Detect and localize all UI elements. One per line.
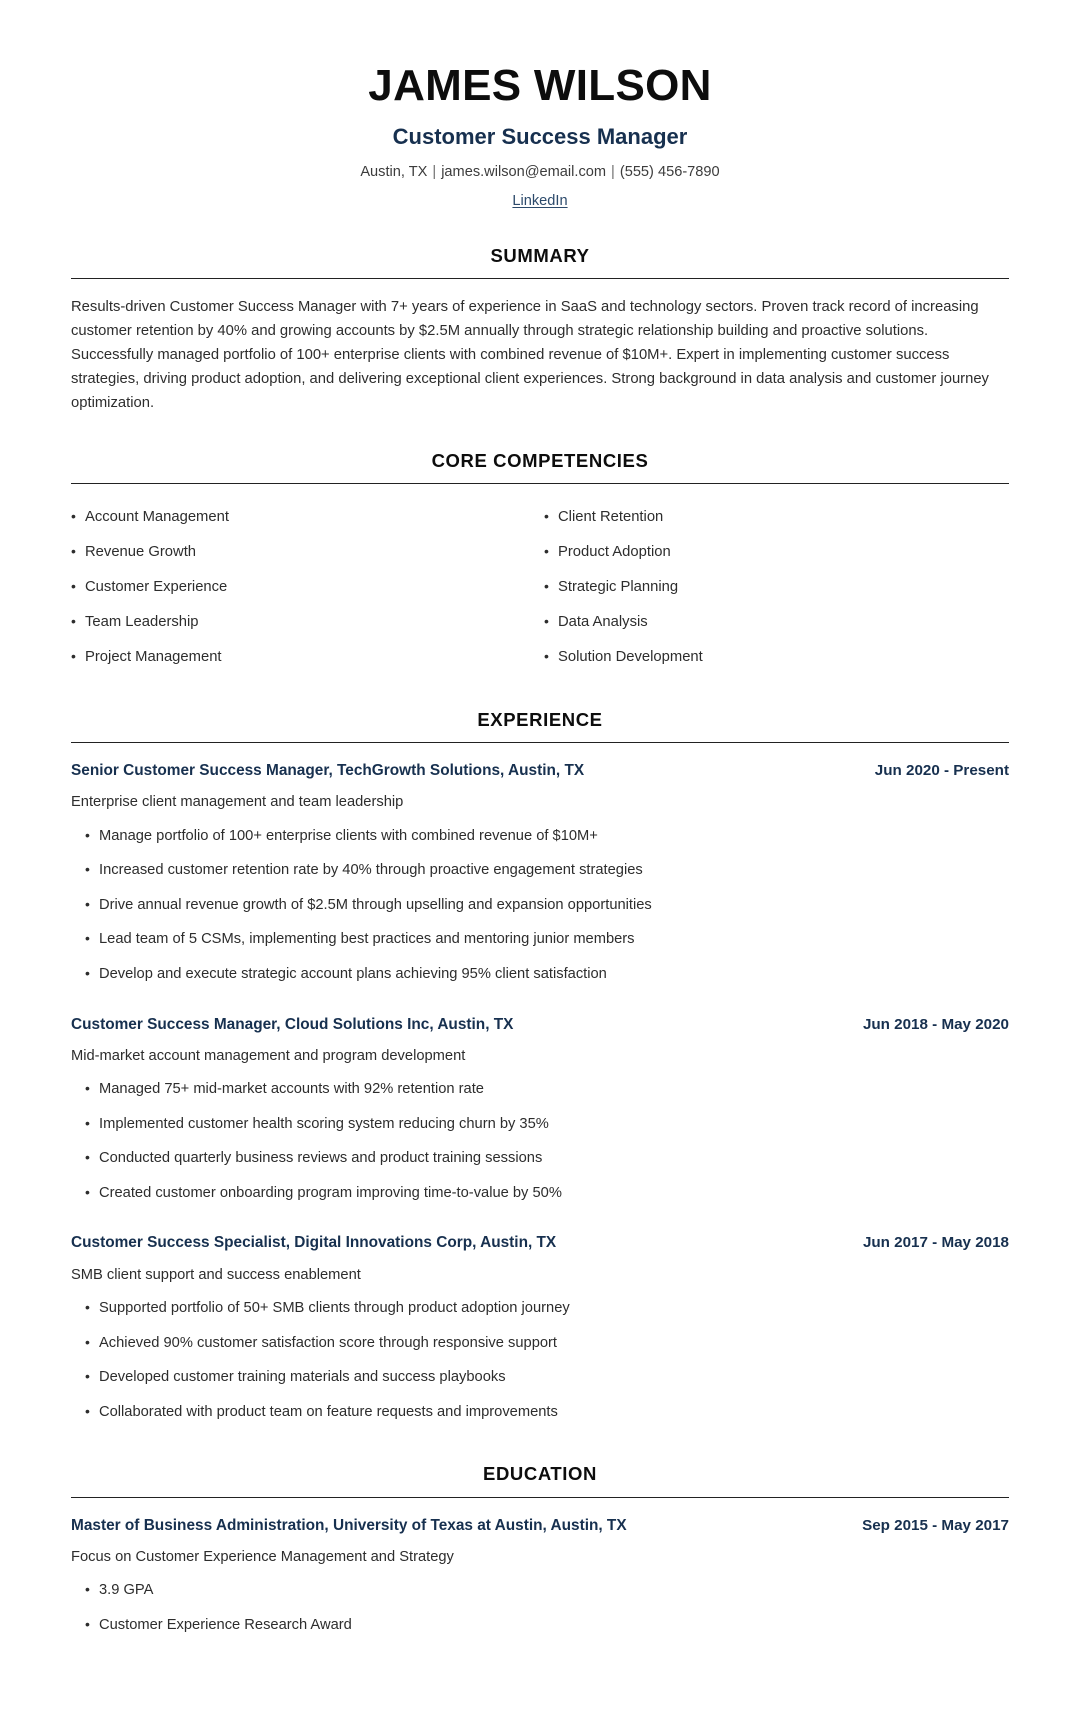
entry-bullet <box>71 1291 1009 1326</box>
bullet-icon: • <box>71 508 76 525</box>
summary-text: Results-driven Customer Success Manager with 7+ years of experience in SaaS and technology sectors. Proven track record of increasing customer retention by 40% and growing accounts by $2.5M annually through strategic relationship building and proactive solutions. Successfully managed portfolio of 100+ enterprise clients with combined revenue of $10M+. Expert in implementing customer success strategies, driving product adoption, and delivering exceptional client experiences. Strong background in data analysis and customer journey optimization. <box>71 299 989 411</box>
entry-title: Senior Customer Success Manager, TechGrowth Solutions, Austin, TX <box>71 762 585 780</box>
entry-bullet <box>71 1573 1009 1608</box>
bullet-icon: • <box>85 1183 90 1200</box>
entry-bullet-text: Implemented customer health scoring system reducing churn by 35% <box>99 1115 549 1132</box>
bullet-icon: • <box>544 578 549 594</box>
entry-bullet <box>71 1326 1009 1361</box>
entry-bullet-text: Collaborated with product team on feature requests and improvements <box>99 1403 558 1420</box>
bullet-icon: • <box>85 861 90 878</box>
competency-label: Project Management <box>85 648 222 665</box>
entry-bullet-list <box>71 1291 1009 1429</box>
entry-header <box>71 1015 1009 1035</box>
entry-description: Focus on Customer Experience Management and Strategy <box>71 1548 454 1565</box>
section-rule <box>71 483 1009 484</box>
competency-label: Account Management <box>85 509 229 526</box>
links-line <box>71 192 1009 211</box>
competency-label: Strategic Planning <box>558 579 679 595</box>
entry-header <box>71 761 1009 781</box>
resume-header <box>71 0 1009 211</box>
competencies-column-right <box>540 500 1009 675</box>
entry-bullet <box>71 957 1009 992</box>
section-experience <box>71 709 1009 1429</box>
entry-dates: Jun 2020 - Present <box>874 762 1009 780</box>
competency-item <box>540 640 1009 675</box>
experience-entry <box>71 1233 1009 1429</box>
contact-separator: | <box>432 163 437 180</box>
education-entry <box>71 1516 1009 1643</box>
entry-bullet <box>71 922 1009 957</box>
experience-entry <box>71 761 1009 991</box>
entry-bullet <box>71 853 1009 888</box>
entry-bullet-list <box>71 1072 1009 1210</box>
section-title-competencies: CORE COMPETENCIES <box>431 449 649 471</box>
contact-email[interactable]: james.wilson@email.com <box>441 163 607 180</box>
bullet-icon: • <box>544 543 549 560</box>
competency-item <box>71 570 540 605</box>
entry-bullet <box>71 1176 1009 1211</box>
entry-bullet-text: Drive annual revenue growth of $2.5M through upselling and expansion opportunities <box>99 896 652 913</box>
contact-phone: (555) 456-7890 <box>619 163 720 180</box>
competencies-column-left <box>71 500 540 675</box>
entry-dates: Sep 2015 - May 2017 <box>862 1516 1009 1534</box>
entry-bullet-list <box>71 819 1009 992</box>
section-competencies <box>71 450 1009 675</box>
entry-bullet-text: Created customer onboarding program improving time-to-value by 50% <box>99 1184 562 1201</box>
entry-bullet <box>71 1395 1009 1430</box>
bullet-icon: • <box>544 647 549 664</box>
competency-label: Product Adoption <box>558 544 671 561</box>
entry-bullet <box>71 1608 1009 1643</box>
entry-header <box>71 1233 1009 1253</box>
bullet-icon: • <box>85 1149 90 1166</box>
entry-bullet-text: Managed 75+ mid-market accounts with 92% retention rate <box>99 1081 484 1098</box>
entry-bullet-text: Customer Experience Research Award <box>99 1616 352 1633</box>
competency-label: Client Retention <box>558 509 664 526</box>
entry-dates: Jun 2018 - May 2020 <box>862 1015 1009 1033</box>
bullet-icon: • <box>85 1299 90 1316</box>
entry-bullet-text: Supported portfolio of 50+ SMB clients through product adoption journey <box>99 1300 570 1317</box>
entry-bullet-text: Develop and execute strategic account plans achieving 95% client satisfaction <box>99 966 607 982</box>
entry-title: Customer Success Manager, Cloud Solutions Inc, Austin, TX <box>71 1015 514 1033</box>
bullet-icon: • <box>71 647 76 664</box>
entry-bullet <box>71 1072 1009 1107</box>
section-title-experience: EXPERIENCE <box>477 708 603 730</box>
section-rule <box>71 278 1009 279</box>
entry-title: Customer Success Specialist, Digital Innovations Corp, Austin, TX <box>71 1234 557 1252</box>
bullet-icon: • <box>85 895 90 912</box>
bullet-icon: • <box>85 1114 90 1131</box>
section-education <box>71 1463 1009 1642</box>
bullet-icon: • <box>85 965 90 981</box>
linkedin-link[interactable]: LinkedIn <box>512 192 568 209</box>
bullet-icon: • <box>85 1402 90 1419</box>
competency-label: Revenue Growth <box>85 544 197 561</box>
competency-item <box>71 500 540 535</box>
bullet-icon: • <box>71 612 76 629</box>
competency-label: Data Analysis <box>558 613 648 630</box>
bullet-icon: • <box>85 1080 90 1097</box>
section-title-summary: SUMMARY <box>490 244 590 266</box>
entry-dates: Jun 2017 - May 2018 <box>862 1234 1009 1252</box>
competency-item <box>71 605 540 640</box>
bullet-icon: • <box>85 1368 90 1385</box>
entry-bullet-text: Increased customer retention rate by 40% through proactive engagement strategies <box>99 862 643 879</box>
section-summary <box>71 245 1009 416</box>
bullet-icon: • <box>85 930 90 947</box>
competency-item <box>71 640 540 675</box>
competency-item <box>540 605 1009 640</box>
competency-label: Customer Experience <box>85 579 228 595</box>
entry-bullet-text: Lead team of 5 CSMs, implementing best practices and mentoring junior members <box>99 931 635 948</box>
page-bottom-spacer <box>71 1642 1009 1712</box>
entry-bullet-text: Developed customer training materials and success playbooks <box>99 1369 506 1386</box>
section-rule <box>71 1497 1009 1498</box>
competency-item <box>540 570 1009 605</box>
section-title-education: EDUCATION <box>483 1463 597 1485</box>
competency-label: Team Leadership <box>85 613 199 630</box>
entry-bullet-text: Conducted quarterly business reviews and product training sessions <box>99 1150 543 1167</box>
competency-label: Solution Development <box>558 648 703 665</box>
entry-bullet <box>71 1141 1009 1176</box>
candidate-name: JAMES WILSON <box>368 61 712 110</box>
bullet-icon: • <box>85 1615 90 1632</box>
bullet-icon: • <box>85 1581 90 1598</box>
contact-location: Austin, TX <box>360 163 428 180</box>
competency-item <box>540 535 1009 570</box>
experience-entry <box>71 1015 1009 1211</box>
competencies-grid <box>71 500 1009 675</box>
bullet-icon: • <box>544 612 549 629</box>
entry-bullet <box>71 819 1009 854</box>
entry-bullet <box>71 1107 1009 1142</box>
entry-bullet-text: 3.9 GPA <box>99 1582 154 1599</box>
entry-bullet-text: Manage portfolio of 100+ enterprise clients with combined revenue of $10M+ <box>99 827 598 844</box>
entry-description: Enterprise client management and team leadership <box>71 794 404 811</box>
contact-separator: | <box>611 163 615 180</box>
bullet-icon: • <box>85 826 90 843</box>
entry-bullet <box>71 888 1009 923</box>
entry-bullet-list <box>71 1573 1009 1642</box>
entry-bullet <box>71 1360 1009 1395</box>
candidate-job-title: Customer Success Manager <box>392 123 688 149</box>
entry-description: Mid-market account management and program development <box>71 1047 466 1064</box>
entry-bullet-text: Achieved 90% customer satisfaction score through responsive support <box>99 1334 558 1351</box>
competency-item <box>71 535 540 570</box>
competency-item <box>540 500 1009 535</box>
bullet-icon: • <box>71 578 76 594</box>
entry-description: SMB client support and success enablement <box>71 1266 361 1283</box>
section-rule <box>71 742 1009 743</box>
entry-header <box>71 1516 1009 1536</box>
bullet-icon: • <box>85 1333 90 1350</box>
bullet-icon: • <box>71 543 76 560</box>
entry-title: Master of Business Administration, University of Texas at Austin, Austin, TX <box>71 1516 627 1534</box>
bullet-icon: • <box>544 508 549 525</box>
contact-line <box>71 163 1009 182</box>
